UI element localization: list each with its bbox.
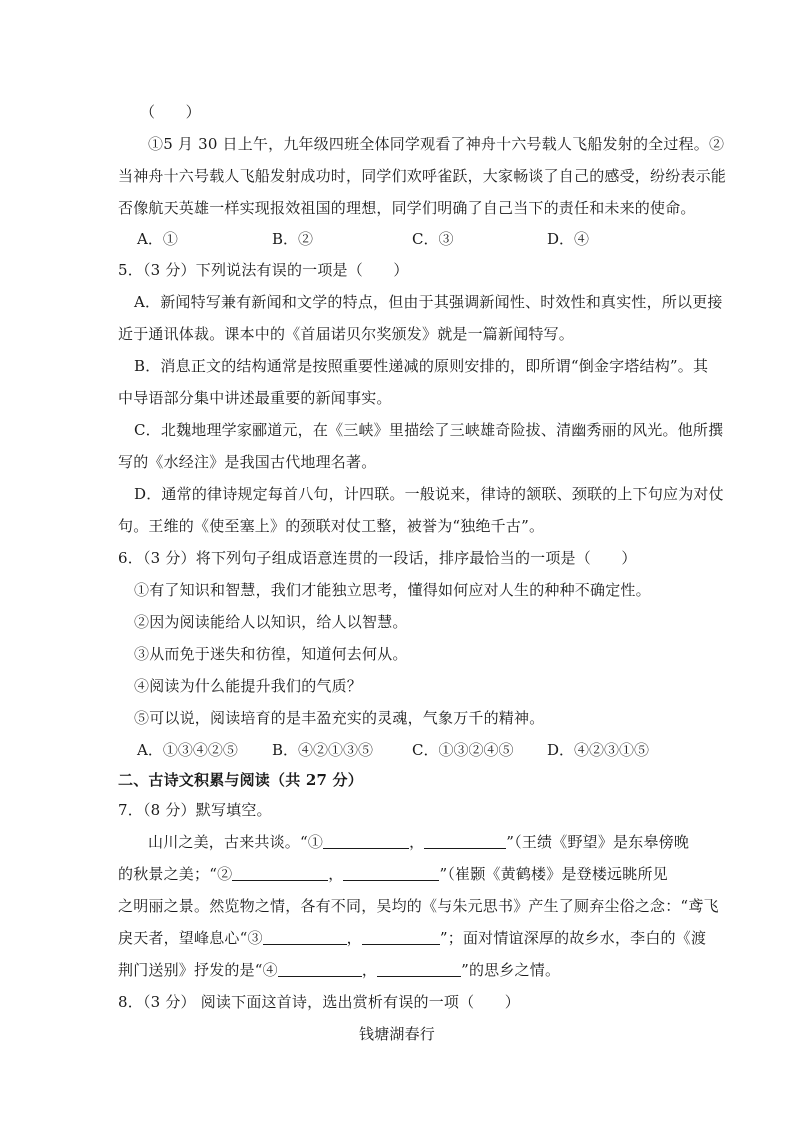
q7-line-4	[118, 928, 707, 948]
q7-line-2-comma: ，	[328, 865, 344, 883]
q5-option-b-line-1[interactable]: B．消息正文的结构通常是按照重要性递减的原则安排的，即所谓“倒金字塔结构”。其	[134, 357, 709, 375]
q4-option-a[interactable]: A．①	[137, 230, 178, 248]
q6-sentence-1: ①有了知识和智慧，我们才能独立思考，懂得如何应对人生的种种不确定性。	[134, 581, 651, 599]
q7-stem: 7．（8 分）默写填空。	[118, 801, 272, 819]
q6-option-c[interactable]: C．①③②④⑤	[412, 741, 514, 759]
q7-blank-2a[interactable]	[232, 866, 328, 881]
q7-line-5-text-c: ”的思乡之情。	[461, 961, 561, 979]
q4-option-c[interactable]: C．③	[412, 230, 454, 248]
q7-blank-4b[interactable]	[377, 962, 461, 977]
q4-passage-line-1: ①5 月 30 日上午，九年级四班全体同学观看了神舟十六号载人飞船发射的全过程。②	[148, 135, 725, 153]
q7-line-1-text-c: ”（王绩《野望》是东皋傍晚	[506, 833, 690, 851]
q5-option-a-line-2: 近于通讯体裁。课本中的《首届诺贝尔奖颁发》就是一篇新闻特写。	[118, 325, 575, 343]
q7-line-5	[118, 960, 678, 980]
q7-line-4-text-a: 戾天者，望峰息心“③	[118, 929, 263, 947]
q6-sentence-2: ②因为阅读能给人以知识，给人以智慧。	[134, 613, 408, 631]
q4-paren: （ ）	[140, 103, 201, 121]
q7-line-1-text-a: 山川之美，古来共谈。“①	[148, 833, 324, 851]
q7-blank-4a[interactable]	[278, 962, 362, 977]
q5-option-c-line-2: 写的《水经注》是我国古代地理名著。	[118, 453, 377, 471]
q6-sentence-4: ④阅读为什么能提升我们的气质？	[134, 677, 363, 695]
q7-line-5-text-a: 荆门送别》抒发的是“④	[118, 961, 278, 979]
q7-line-1	[148, 832, 708, 852]
q5-option-b-line-2: 中导语部分集中讲述最重要的新闻事实。	[118, 389, 392, 407]
q5-option-d-line-1[interactable]: D．通常的律诗规定每首八句，计四联。一般说来，律诗的颔联、颈联的上下句应为对仗	[134, 485, 724, 503]
q6-stem: 6．（3 分）将下列句子组成语意连贯的一段话，排序最恰当的一项是（ ）	[118, 549, 637, 567]
q5-stem: 5．（3 分）下列说法有误的一项是（ ）	[118, 261, 409, 279]
q7-line-2	[118, 864, 678, 884]
q5-option-a-line-1[interactable]: A．新闻特写兼有新闻和文学的特点，但由于其强调新闻性、时效性和真实性，所以更接	[134, 293, 723, 311]
q7-line-2-text-a: 的秋景之美；“②	[118, 865, 233, 883]
q7-line-2-text-c: ”（崔颢《黄鹤楼》是登楼远眺所见	[439, 865, 668, 883]
q6-sentence-3: ③从而免于迷失和彷徨，知道何去何从。	[134, 645, 408, 663]
q7-blank-1b[interactable]	[424, 834, 506, 849]
q7-line-3: 之明丽之景。然览物之情，各有不同，吴均的《与朱元思书》产生了厕弃尘俗之念：“鸢飞	[118, 897, 719, 915]
q6-option-a[interactable]: A．①③④②⑤	[137, 741, 238, 759]
q7-blank-3a[interactable]	[263, 930, 347, 945]
q8-poem-title: 钱塘湖春行	[358, 1025, 435, 1043]
q7-blank-2b[interactable]	[343, 866, 439, 881]
q7-blank-1a[interactable]	[323, 834, 409, 849]
q4-option-b[interactable]: B．②	[272, 230, 314, 248]
q7-line-1-comma: ，	[409, 833, 425, 851]
q5-option-d-line-2: 句。王维的《使至塞上》的颈联对仗工整，被誉为“独绝千古”。	[118, 517, 545, 535]
q7-line-4-comma: ，	[346, 929, 362, 947]
q6-sentence-5: ⑤可以说，阅读培育的是丰盈充实的灵魂，气象万千的精神。	[134, 709, 545, 727]
q6-option-d[interactable]: D．④②③①⑤	[547, 741, 650, 759]
q7-blank-3b[interactable]	[362, 930, 440, 945]
q7-line-5-comma: ，	[361, 961, 378, 979]
q4-option-d[interactable]: D．④	[547, 230, 590, 248]
q8-stem: 8．（3 分） 阅读下面这首诗，选出赏析有误的一项（ ）	[118, 993, 520, 1011]
q5-option-c-line-1[interactable]: C．北魏地理学家郦道元，在《三峡》里描绘了三峡雄奇险拔、清幽秀丽的风光。他所撰	[134, 421, 724, 439]
q4-passage-line-2: 当神舟十六号载人飞船发射成功时，同学们欢呼雀跃，大家畅谈了自己的感受，纷纷表示能	[118, 167, 727, 185]
q6-option-b[interactable]: B．④②①③⑤	[272, 741, 374, 759]
q4-passage-line-3: 否像航天英雄一样实现报效祖国的理想，同学们明确了自己当下的责任和未来的使命。	[118, 199, 696, 217]
section-2-title: 二、古诗文积累与阅读（共 27 分）	[118, 771, 363, 789]
q7-line-4-text-c: ”；面对情谊深厚的故乡水，李白的《渡	[439, 929, 707, 947]
